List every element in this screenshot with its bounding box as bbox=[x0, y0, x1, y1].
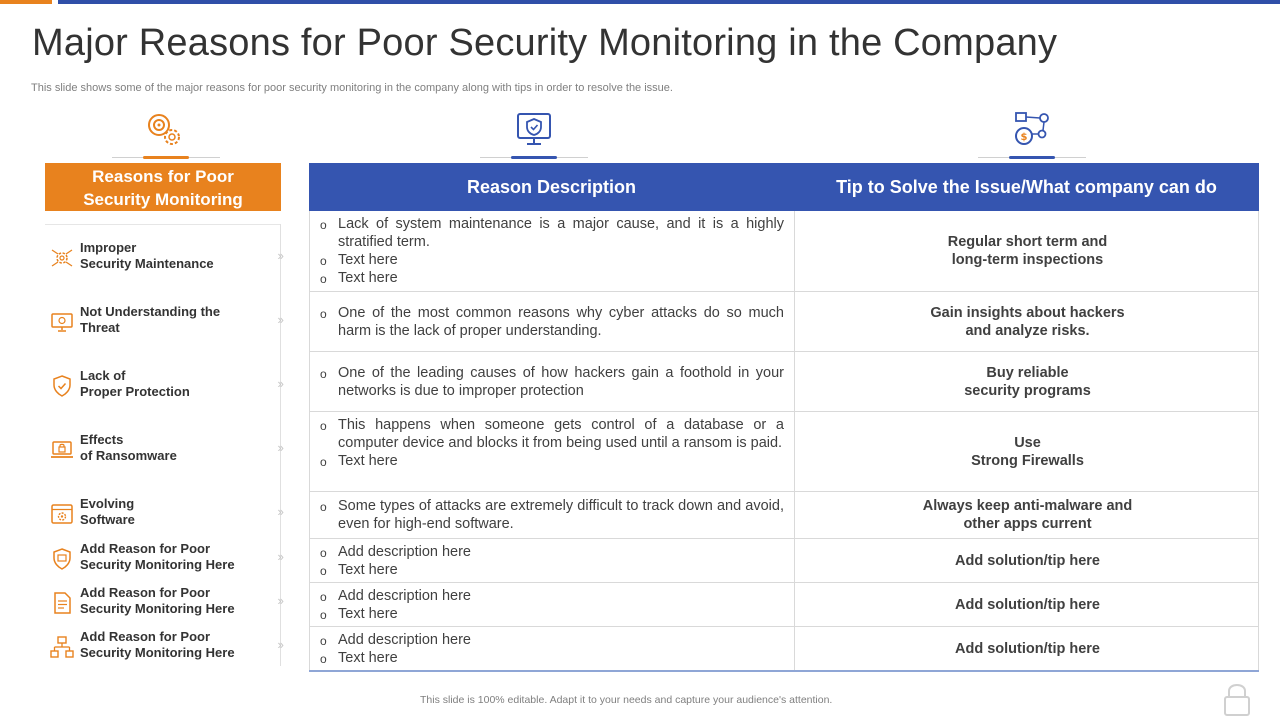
description-cell bbox=[310, 352, 795, 411]
shield-monitor-icon bbox=[50, 547, 74, 571]
reasons-header-divider bbox=[45, 224, 281, 225]
reason-item bbox=[48, 541, 280, 585]
tip-cell: Add solution/tip here bbox=[955, 640, 1100, 657]
description-bullet: o Lack of system maintenance is a major cause, and it is a highly stratified term. bbox=[320, 215, 784, 251]
description-cell bbox=[310, 292, 795, 351]
description-bullet: o Some types of attacks are extremely difficult to track down and avoid, even for high-end software. bbox=[320, 497, 784, 533]
monitor-shield-icon bbox=[514, 110, 554, 150]
reason-label: Lack of Proper Protection bbox=[80, 368, 190, 399]
chevron-right-icon: ›› bbox=[277, 504, 282, 519]
slide-subtitle: This slide shows some of the major reasons for poor security monitoring in the company along with tips in order to resolve the issue. bbox=[31, 82, 673, 94]
tip-cell: Regular short term and long-term inspections bbox=[947, 234, 1108, 268]
description-bullet: o One of the most common reasons why cyber attacks do so much harm is the lack of proper understanding. bbox=[320, 304, 784, 340]
reasons-header-line1: Reasons for Poor bbox=[92, 167, 234, 186]
description-bullet: o Text here bbox=[320, 649, 784, 667]
description-cell bbox=[310, 583, 795, 626]
table-row bbox=[309, 412, 1259, 492]
laptop-lock-icon bbox=[50, 438, 74, 462]
icon-underline-accent bbox=[511, 156, 557, 159]
chevron-right-icon: ›› bbox=[277, 440, 282, 455]
reasons-column-header bbox=[45, 163, 281, 211]
table-bottom-border bbox=[309, 670, 1259, 672]
reason-item bbox=[48, 240, 280, 284]
gear-network-icon bbox=[50, 246, 74, 270]
description-cell bbox=[310, 211, 795, 291]
table-row bbox=[309, 211, 1259, 292]
tip-cell: Always keep anti-malware and other apps current bbox=[922, 498, 1133, 532]
reason-item bbox=[48, 304, 280, 348]
description-bullet: o This happens when someone gets control of a database or a computer device and blocks it from being used until a ransom is paid. bbox=[320, 416, 784, 452]
table-row bbox=[309, 352, 1259, 412]
shield-check-icon bbox=[50, 374, 74, 398]
table-row bbox=[309, 627, 1259, 670]
chevron-right-icon: ›› bbox=[277, 593, 282, 608]
chevron-right-icon: ›› bbox=[277, 637, 282, 652]
reason-item bbox=[48, 629, 280, 673]
tip-cell: Use Strong Firewalls bbox=[971, 434, 1084, 469]
icon-underline-accent bbox=[1009, 156, 1055, 159]
reason-label: Effects of Ransomware bbox=[80, 432, 177, 463]
browser-gear-icon bbox=[50, 502, 74, 526]
description-bullet: o Add description here bbox=[320, 543, 784, 561]
icon-underline-accent bbox=[143, 156, 189, 159]
description-cell bbox=[310, 492, 795, 538]
reason-label: Not Understanding the Threat bbox=[80, 304, 221, 335]
document-icon bbox=[50, 591, 74, 615]
top-accent-bar-blue bbox=[58, 0, 1280, 4]
description-bullet: o Add description here bbox=[320, 587, 784, 605]
description-bullet: o Text here bbox=[320, 269, 784, 287]
table-row bbox=[309, 539, 1259, 583]
footer-note: This slide is 100% editable. Adapt it to your needs and capture your audience's attention. bbox=[420, 694, 833, 706]
table-row bbox=[309, 292, 1259, 352]
chevron-right-icon: ›› bbox=[277, 549, 282, 564]
table-row bbox=[309, 492, 1259, 539]
reasons-header-line2: Security Monitoring bbox=[83, 190, 243, 209]
description-cell bbox=[310, 627, 795, 670]
description-bullet: o One of the leading causes of how hackers gain a foothold in your networks is due to improper protection bbox=[320, 364, 784, 400]
coin-network-icon bbox=[1012, 110, 1052, 150]
chevron-right-icon: ›› bbox=[277, 248, 282, 263]
reason-label: Evolving Software bbox=[80, 496, 135, 527]
lock-icon bbox=[1222, 681, 1252, 717]
description-bullet: o Text here bbox=[320, 452, 784, 470]
chevron-right-icon: ›› bbox=[277, 376, 282, 391]
svg-text:$: $ bbox=[1020, 132, 1028, 143]
reason-item bbox=[48, 496, 280, 540]
tip-cell: Gain insights about hackers and analyze risks. bbox=[930, 304, 1125, 339]
target-gear-icon bbox=[145, 110, 185, 150]
description-cell bbox=[310, 539, 795, 582]
description-bullet: o Text here bbox=[320, 605, 784, 623]
description-bullet: o Add description here bbox=[320, 631, 784, 649]
reason-item bbox=[48, 368, 280, 412]
monitor-icon bbox=[50, 310, 74, 334]
description-bullet: o Text here bbox=[320, 251, 784, 269]
description-cell bbox=[310, 412, 795, 491]
reason-description-header: Reason Description bbox=[466, 177, 637, 197]
table-row bbox=[309, 583, 1259, 627]
reason-label: Add Reason for Poor Security Monitoring Here bbox=[80, 629, 235, 660]
tip-cell: Buy reliable security programs bbox=[964, 364, 1091, 399]
description-bullet: o Text here bbox=[320, 561, 784, 579]
slide-title: Major Reasons for Poor Security Monitoring in the Company bbox=[32, 22, 1058, 64]
reason-item bbox=[48, 432, 280, 476]
top-accent-bar-orange bbox=[0, 0, 52, 4]
reason-label: Add Reason for Poor Security Monitoring Here bbox=[80, 541, 235, 572]
chevron-right-icon: ›› bbox=[277, 312, 282, 327]
reason-label: Improper Security Maintenance bbox=[80, 240, 214, 271]
tip-header: Tip to Solve the Issue/What company can do bbox=[836, 177, 1217, 197]
tip-cell: Add solution/tip here bbox=[955, 596, 1100, 613]
table-header bbox=[309, 163, 1259, 211]
tip-cell: Add solution/tip here bbox=[955, 552, 1100, 569]
reason-label: Add Reason for Poor Security Monitoring Here bbox=[80, 585, 235, 616]
reason-item bbox=[48, 585, 280, 629]
network-icon bbox=[50, 635, 74, 659]
